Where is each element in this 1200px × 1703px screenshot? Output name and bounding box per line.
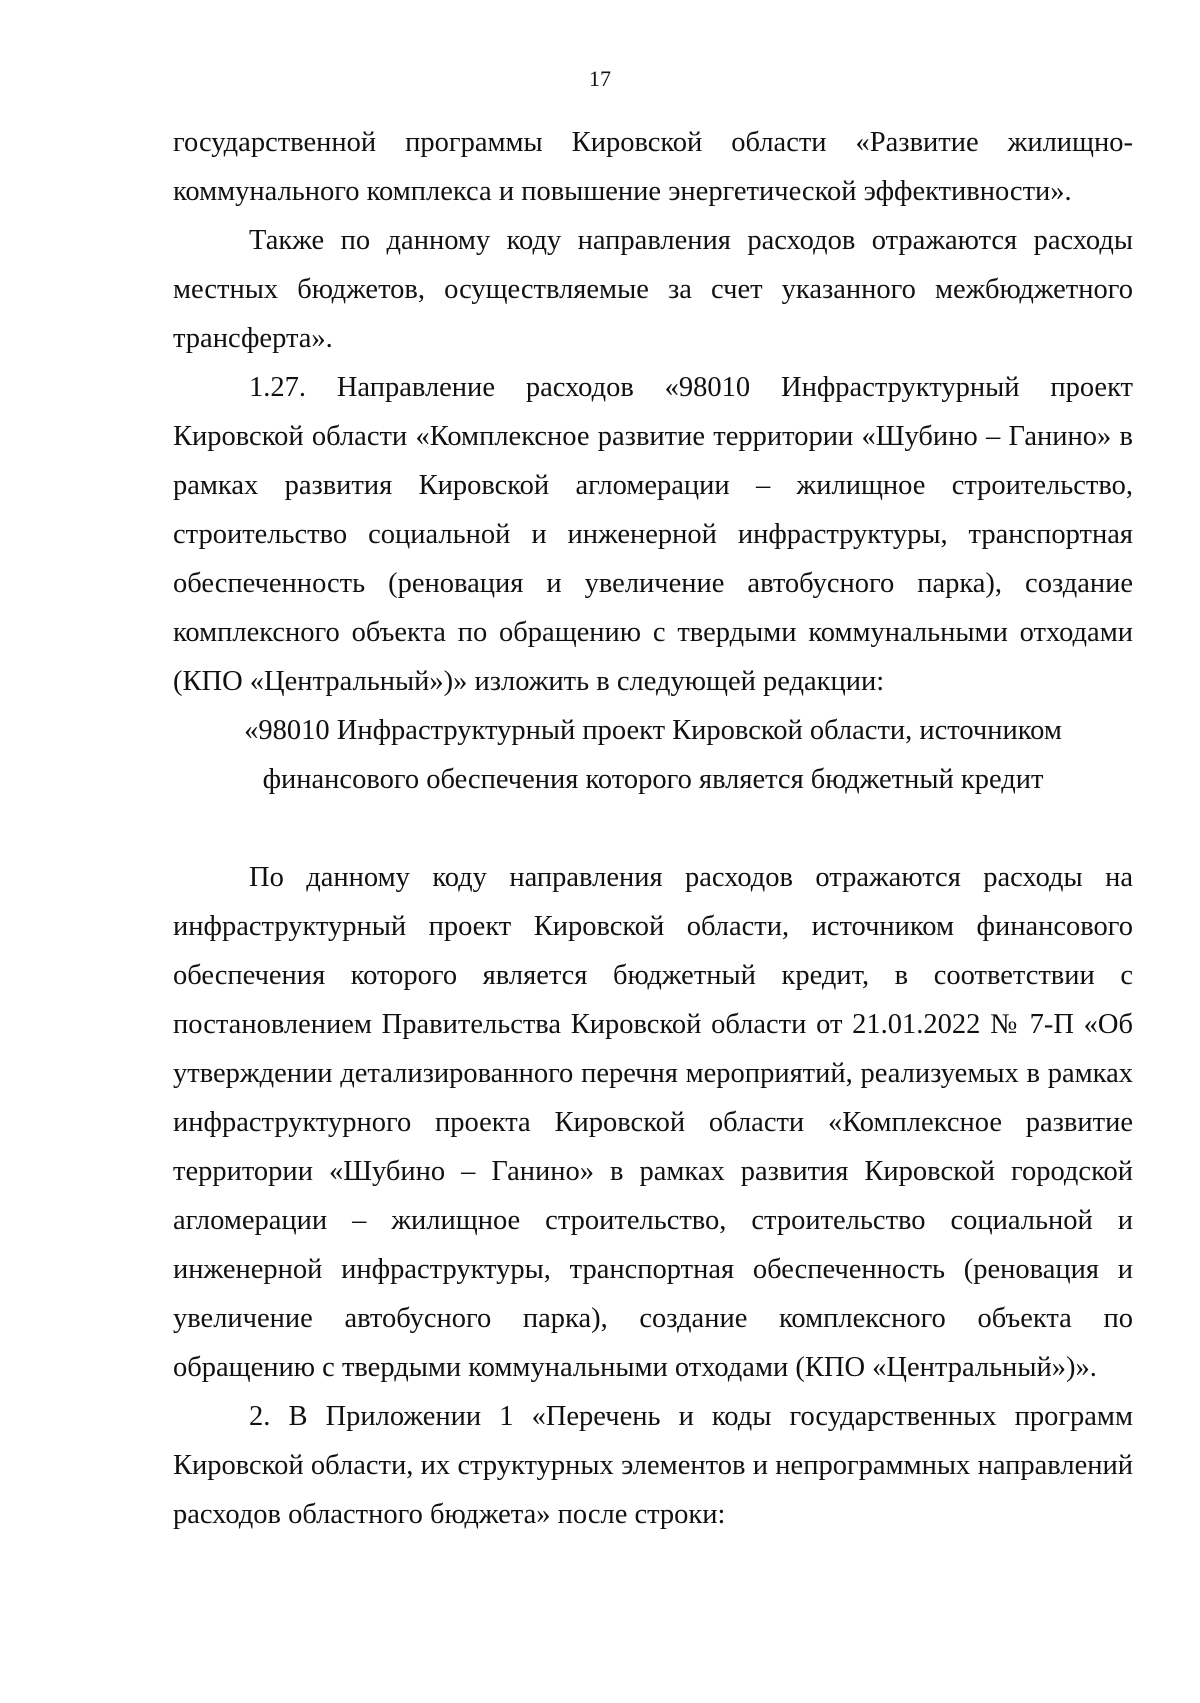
paragraph-item-2: 2. В Приложении 1 «Перечень и коды государственных программ Кировской области, их структурных элементов и непрограммных направлений расходов областного бюджета» после строки: (173, 1401, 1133, 1530)
document-body (173, 118, 1133, 1539)
code-heading (173, 706, 1133, 804)
code-heading-line-2: финансового обеспечения которого является бюджетный кредит (262, 764, 1044, 795)
paragraph-continuation: государственной программы Кировской области «Развитие жилищно-коммунального комплекса и повышение энергетической эффективности». (173, 127, 1133, 207)
paragraph-item-1-27: 1.27. Направление расходов «98010 Инфраструктурный проект Кировской области «Комплексное развитие территории «Шубино – Ганино» в рамках развития Кировской агломерации – жилищное строительство, строительство социальной и инженерной инфраструктуры, транспортная обеспеченность (реновация и увеличение автобусного парка), создание комплексного объекта по обращению с твердыми коммунальными отходами (КПО «Центральный»)» изложить в следующей редакции: (173, 372, 1133, 697)
code-heading-line-1: «98010 Инфраструктурный проект Кировской области, источником (244, 715, 1062, 746)
paragraph-local-budgets: Также по данному коду направления расходов отражаются расходы местных бюджетов, осуществляемые за счет указанного межбюджетного трансферта». (173, 225, 1133, 354)
paragraph-code-description: По данному коду направления расходов отражаются расходы на инфраструктурный проект Кировской области, источником финансового обеспечения которого является бюджетный кредит, в соответствии с постановлением Правительства Кировской области от 21.01.2022 № 7-П «Об утверждении детализированного перечня мероприятий, реализуемых в рамках инфраструктурного проекта Кировской области «Комплексное развитие территории «Шубино – Ганино» в рамках развития Кировской городской агломерации – жилищное строительство, строительство социальной и инженерной инфраструктуры, транспортная обеспеченность (реновация и увеличение автобусного парка), создание комплексного объекта по обращению с твердыми коммунальными отходами (КПО «Центральный»)». (173, 862, 1133, 1383)
page-number: 17 (589, 66, 611, 91)
